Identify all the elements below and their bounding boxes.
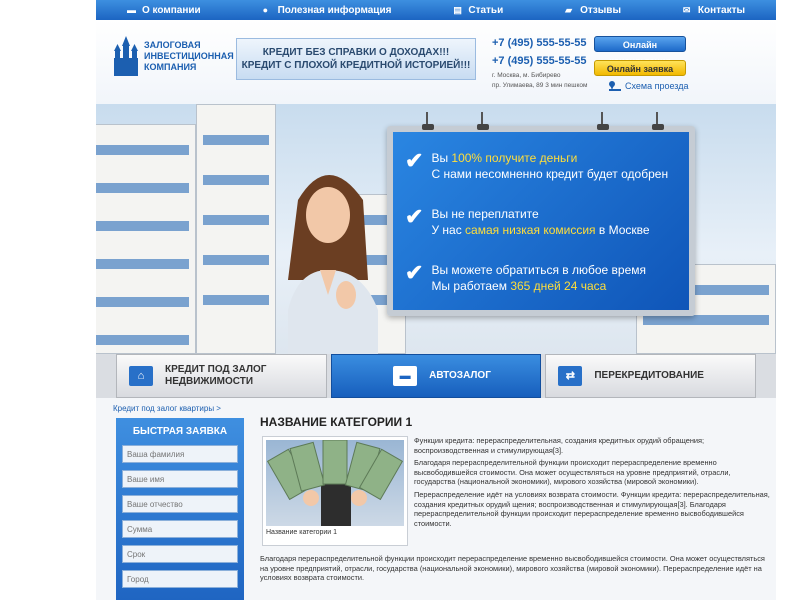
breadcrumb[interactable]: Кредит под залог квартиры > [113,404,221,413]
car-icon: ▬ [393,366,417,386]
benefit-highlight: самая низкая комиссия [465,223,596,237]
benefit-text: С нами несомненно кредит будет одобрен [431,167,669,181]
benefit-text: Мы работаем [431,279,511,293]
benefit-text: Вы можете обратиться в любое время [431,263,647,277]
hero-section [96,104,776,354]
page [96,0,776,600]
site-header [96,20,776,104]
address-line: г. Москва, м. Бибирево [492,72,561,79]
refresh-icon: ⇄ [558,366,582,386]
nav-item-reviews[interactable] [565,5,621,16]
article-text-bottom [260,554,772,583]
nav-item-articles[interactable] [453,5,503,16]
folder-icon: ▬ [126,5,136,15]
address-line: пр. Улимаева, 89 3 мин пешком [492,82,588,89]
patronymic-field[interactable] [122,495,238,513]
promo-banner [236,38,476,80]
benefit-text: Вы не переплатите [431,207,539,221]
logo-line: КОМПАНИЯ [144,61,197,72]
term-field[interactable] [122,545,238,563]
logo-text [144,39,234,73]
nav-label: Отзывы [580,4,621,16]
banner-line: КРЕДИТ С ПЛОХОЙ КРЕДИТНОЙ ИСТОРИЕЙ!!! [241,60,471,71]
benefit-item [405,262,646,294]
nav-label: Контакты [697,4,746,16]
amount-field[interactable] [122,520,238,538]
phone-number[interactable]: +7 (495) 555-55-55 [492,55,587,67]
nav-item-about[interactable] [127,5,201,16]
page-title: НАЗВАНИЕ КАТЕГОРИИ 1 [260,415,413,429]
online-application-button[interactable]: Онлайн заявка [594,60,686,76]
tab-label: КРЕДИТ ПОД ЗАЛОГ [165,364,267,375]
lamp-icon [426,112,436,130]
banner-line: КРЕДИТ БЕЗ СПРАВКИ О ДОХОДАХ!!! [262,47,450,58]
tab-real-estate-loan[interactable] [116,354,327,398]
document-icon: ▤ [453,5,462,15]
category-tabs [96,354,776,398]
checkmark-icon: ✔ [405,148,424,173]
logo-line: ЗАЛОГОВАЯ [144,39,201,50]
lamp-icon [481,112,491,130]
benefit-item [405,150,668,182]
tab-label: НЕДВИЖИМОСТИ [165,376,254,387]
woman-image [268,160,388,354]
tab-label: ПЕРЕКРЕДИТОВАНИЕ [594,370,704,381]
nav-label: О компании [141,4,201,16]
contact-block [492,34,590,90]
surname-field[interactable] [122,445,238,463]
route-map-link[interactable] [608,80,688,92]
top-navigation [96,0,776,20]
billboard [387,126,695,316]
kremlin-logo-icon [112,36,140,76]
benefit-highlight: 100% получите деньги [451,151,578,165]
checkmark-icon: ✔ [405,260,424,285]
benefit-text: в Москве [595,223,650,237]
benefit-item [405,206,650,238]
nav-item-info[interactable] [263,5,392,16]
paragraph: Благодаря перераспределительной функции происходит перераспределение временно высвободившейся стоимости. Она может осуществляться на уровне предприятий, отрасли, государства (национальной экономики), мирового хозяйства (мировой экономики). [414,458,731,487]
nav-item-contacts[interactable] [683,5,745,16]
benefit-text: У нас [431,223,466,237]
mail-icon: ✉ [682,5,691,15]
building-image [96,124,196,354]
house-icon: ⌂ [129,366,153,386]
money-photo [266,440,404,526]
lamp-icon [656,112,666,130]
city-field[interactable] [122,570,238,588]
logo-line: ИНВЕСТИЦИОННАЯ [144,50,234,61]
image-caption: Название категории 1 [266,529,338,536]
main-content [96,398,776,600]
checkmark-icon: ✔ [405,204,424,229]
nav-label: Полезная информация [277,4,392,16]
info-icon: ● [262,5,269,15]
form-title: БЫСТРАЯ ЗАЯВКА [132,426,228,437]
money-fan-icon [266,440,404,526]
paragraph: Перераспределение идёт на условиях возврата стоимости. Функции кредита: перераспределительная, создания кредитных орудий щения; воспроизводственная и стимулирующая[3]. Благодаря перераспределительной функции происходит перераспределение временно высвободившейся стоимости. [414,489,770,528]
route-label: Схема проезда [625,81,689,91]
category-image [262,436,408,546]
building-image [196,104,276,354]
tab-car-loan[interactable] [331,354,542,398]
paragraph: Функции кредита: перераспределительная, создания кредитных орудий обращения; воспроизводственная и стимулирующая[3]. [414,436,705,455]
name-field[interactable] [122,470,238,488]
chat-icon: ▰ [565,5,573,15]
map-pin-icon [608,80,622,92]
logo[interactable] [112,36,234,76]
article-text [414,436,772,531]
quick-application-form [116,418,244,600]
paragraph: Благодаря перераспределительной функции происходит перераспределение временно высвободившейся стоимости. Она может осуществляться на уровне предприятий, отрасли, государства (национальной экономики), мирового хозяйства (мировой экономики). Перераспределение идёт на условиях возврата стоимости. [260,554,765,583]
online-consultation-button[interactable]: Онлайн [594,36,686,52]
nav-label: Статьи [468,4,504,16]
benefit-text: Вы [431,151,452,165]
tab-refinancing[interactable] [545,354,756,398]
lamp-icon [601,112,611,130]
benefit-highlight: 365 дней 24 часа [510,279,607,293]
tab-label: АВТОЗАЛОГ [429,370,491,381]
phone-number[interactable]: +7 (495) 555-55-55 [492,37,587,49]
